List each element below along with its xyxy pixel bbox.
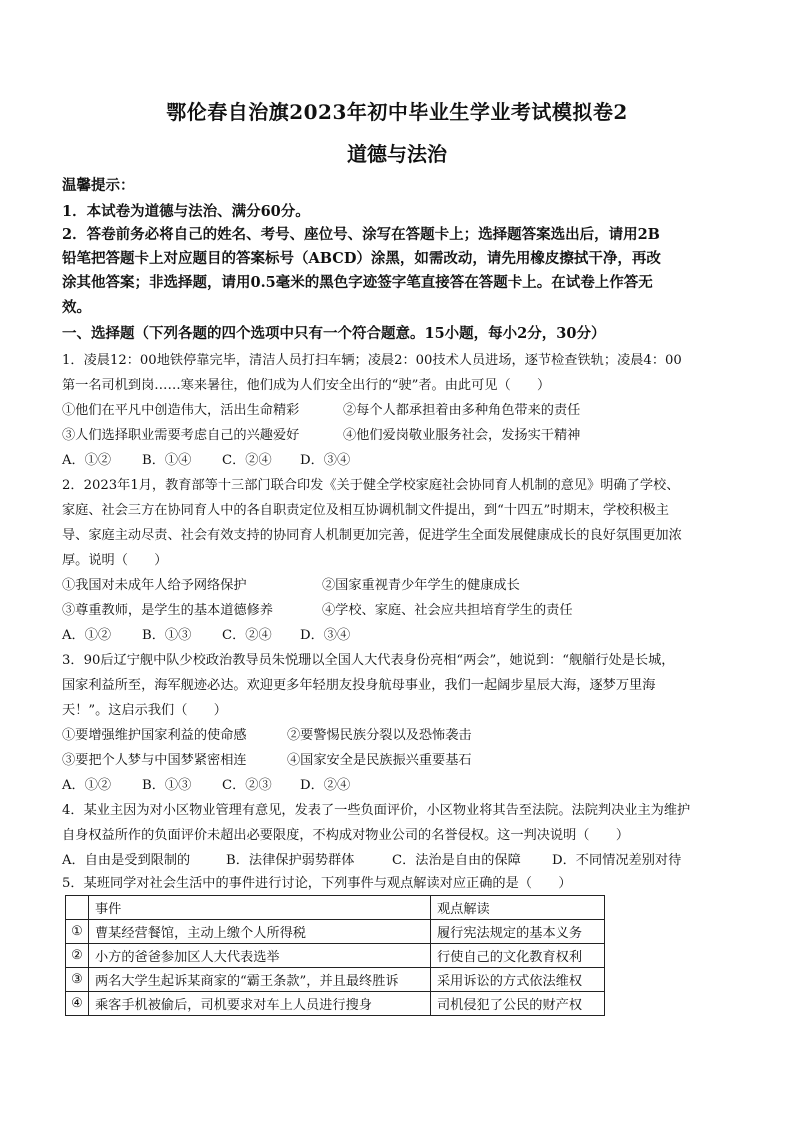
q1-stem-line-1: 1．凌晨12：00地铁停靠完毕，清洁人员打扫车辆；凌晨2：00技术人员进场，逐节检查铁轨；凌晨4：00	[62, 353, 682, 368]
table-cell: 两名大学生起诉某商家的“霸王条款”，并且最终胜诉	[89, 968, 431, 992]
table-row	[66, 992, 605, 1016]
q2-stem-line-3: 导、家庭主动尽责、社会有效支持的协同育人机制更加完善，促进学生全面发展健康成长的良好氛围更加浓	[62, 528, 682, 543]
q4-option-c: C．法治是自由的保障	[392, 853, 521, 868]
table-cell: 曹某经营餐馆，主动上缴个人所得税	[89, 920, 431, 944]
q2-stem-line-4: 厚。说明（ ）	[62, 553, 168, 568]
table-row	[66, 920, 605, 944]
q1-option-c: C．②④	[222, 453, 272, 468]
q3-option-a: A．①②	[62, 778, 112, 793]
q1-statement-2: ②每个人都承担着由多种角色带来的责任	[343, 403, 581, 418]
q3-stem-line-2: 国家利益所至，海军舰迹必达。欢迎更多年轻朋友投身航母事业，我们一起阔步星辰大海，逐梦万里海	[62, 678, 656, 693]
q1-statement-3: ③人们选择职业需要考虑自己的兴趣爱好	[62, 428, 300, 443]
q3-option-c: C．②③	[222, 778, 272, 793]
q3-statement-3: ③要把个人梦与中国梦紧密相连	[62, 753, 247, 768]
q5-table	[65, 895, 605, 1016]
table-cell: 司机侵犯了公民的财产权	[431, 992, 605, 1016]
q1-option-a: A．①②	[62, 453, 112, 468]
q2-option-a: A．①②	[62, 628, 112, 643]
q2-stem-line-2: 家庭、社会三方在协同育人中的各自职责定位及相互协调机制文件提出，到“十四五”时期末，学校积极主	[62, 503, 669, 518]
q3-option-b: B．①③	[142, 778, 192, 793]
table-row	[66, 968, 605, 992]
table-cell: ①	[66, 920, 89, 944]
table-cell: 小方的爸爸参加区人大代表选举	[89, 944, 431, 968]
q1-option-b: B．①④	[142, 453, 192, 468]
q2-statement-3: ③尊重教师，是学生的基本道德修养	[62, 603, 273, 618]
tips-line-3: 铅笔把答题卡上对应题目的答案标号（ABCD）涂黑，如需改动，请先用橡皮擦拭干净，再改	[62, 250, 661, 267]
q4-stem-line-1: 4．某业主因为对小区物业管理有意见，发表了一些负面评价，小区物业将其告至法院。法院判决业主为维护	[62, 803, 691, 818]
q4-option-d: D．不同情况差别对待	[552, 853, 682, 868]
table-header-cell	[66, 896, 89, 920]
q3-statement-1: ①要增强维护国家利益的使命感	[62, 728, 247, 743]
q2-option-d: D．③④	[300, 628, 351, 643]
q1-stem-line-2: 第一名司机到岗……寒来暑往，他们成为人们安全出行的“驶”者。由此可见（ ）	[62, 378, 551, 393]
q2-stem-line-1: 2．2023年1月，教育部等十三部门联合印发《关于健全学校家庭社会协同育人机制的意见》明确了学校、	[62, 478, 680, 493]
q2-option-c: C．②④	[222, 628, 272, 643]
table-row	[66, 944, 605, 968]
q4-stem-line-2: 自身权益所作的负面评价未超出必要限度，不构成对物业公司的名誉侵权。这一判决说明（ ）	[62, 828, 630, 843]
table-cell: 履行宪法规定的基本义务	[431, 920, 605, 944]
q2-statement-4: ④学校、家庭、社会应共担培育学生的责任	[322, 603, 573, 618]
q3-statement-4: ④国家安全是民族振兴重要基石	[287, 753, 472, 768]
table-header-cell: 观点解读	[431, 896, 605, 920]
q1-statement-4: ④他们爱岗敬业服务社会，发扬实干精神	[343, 428, 581, 443]
q1-option-d: D．③④	[300, 453, 351, 468]
tips-line-5: 效。	[62, 299, 91, 316]
table-cell: ④	[66, 992, 89, 1016]
section-heading: 一、选择题（下列各题的四个选项中只有一个符合题意。15小题，每小2分，30分）	[62, 325, 606, 342]
table-cell: ②	[66, 944, 89, 968]
tips-heading: 温馨提示：	[62, 177, 135, 194]
q5-stem-line-1: 5．某班同学对社会生活中的事件进行讨论，下列事件与观点解读对应正确的是（ ）	[62, 876, 572, 891]
tips-line-1: 1．本试卷为道德与法治、满分60分。	[62, 203, 310, 220]
exam-title: 鄂伦春自治旗2023年初中毕业生学业考试模拟卷2	[166, 100, 628, 124]
table-cell: ③	[66, 968, 89, 992]
q2-statement-2: ②国家重视青少年学生的健康成长	[322, 578, 520, 593]
q3-option-d: D．②④	[300, 778, 351, 793]
tips-line-4: 涂其他答案；非选择题，请用0.5毫米的黑色字迹签字笔直接答在答题卡上。在试卷上作答无	[62, 274, 653, 291]
q3-statement-2: ②要警惕民族分裂以及恐怖袭击	[287, 728, 472, 743]
table-cell: 乘客手机被偷后，司机要求对车上人员进行搜身	[89, 992, 431, 1016]
q1-statement-1: ①他们在平凡中创造伟大，活出生命精彩	[62, 403, 300, 418]
tips-line-2: 2．答卷前务必将自己的姓名、考号、座位号、涂写在答题卡上；选择题答案选出后，请用2B	[62, 226, 660, 243]
q2-option-b: B．①③	[142, 628, 192, 643]
table-cell: 行使自己的文化教育权利	[431, 944, 605, 968]
table-header-cell: 事件	[89, 896, 431, 920]
q3-stem-line-3: 天！”。这启示我们（ ）	[62, 703, 227, 718]
table-header-row	[66, 896, 605, 920]
q3-stem-line-1: 3．90后辽宁舰中队少校政治教导员朱悦珊以全国人大代表身份亮相“两会”，她说到：“舰艏行处是长城，	[62, 653, 675, 668]
q2-statement-1: ①我国对未成年人给予网络保护	[62, 578, 247, 593]
subject-title: 道德与法治	[347, 142, 447, 166]
table-cell: 采用诉讼的方式依法维权	[431, 968, 605, 992]
q4-option-b: B．法律保护弱势群体	[226, 853, 355, 868]
q4-option-a: A．自由是受到限制的	[62, 853, 191, 868]
